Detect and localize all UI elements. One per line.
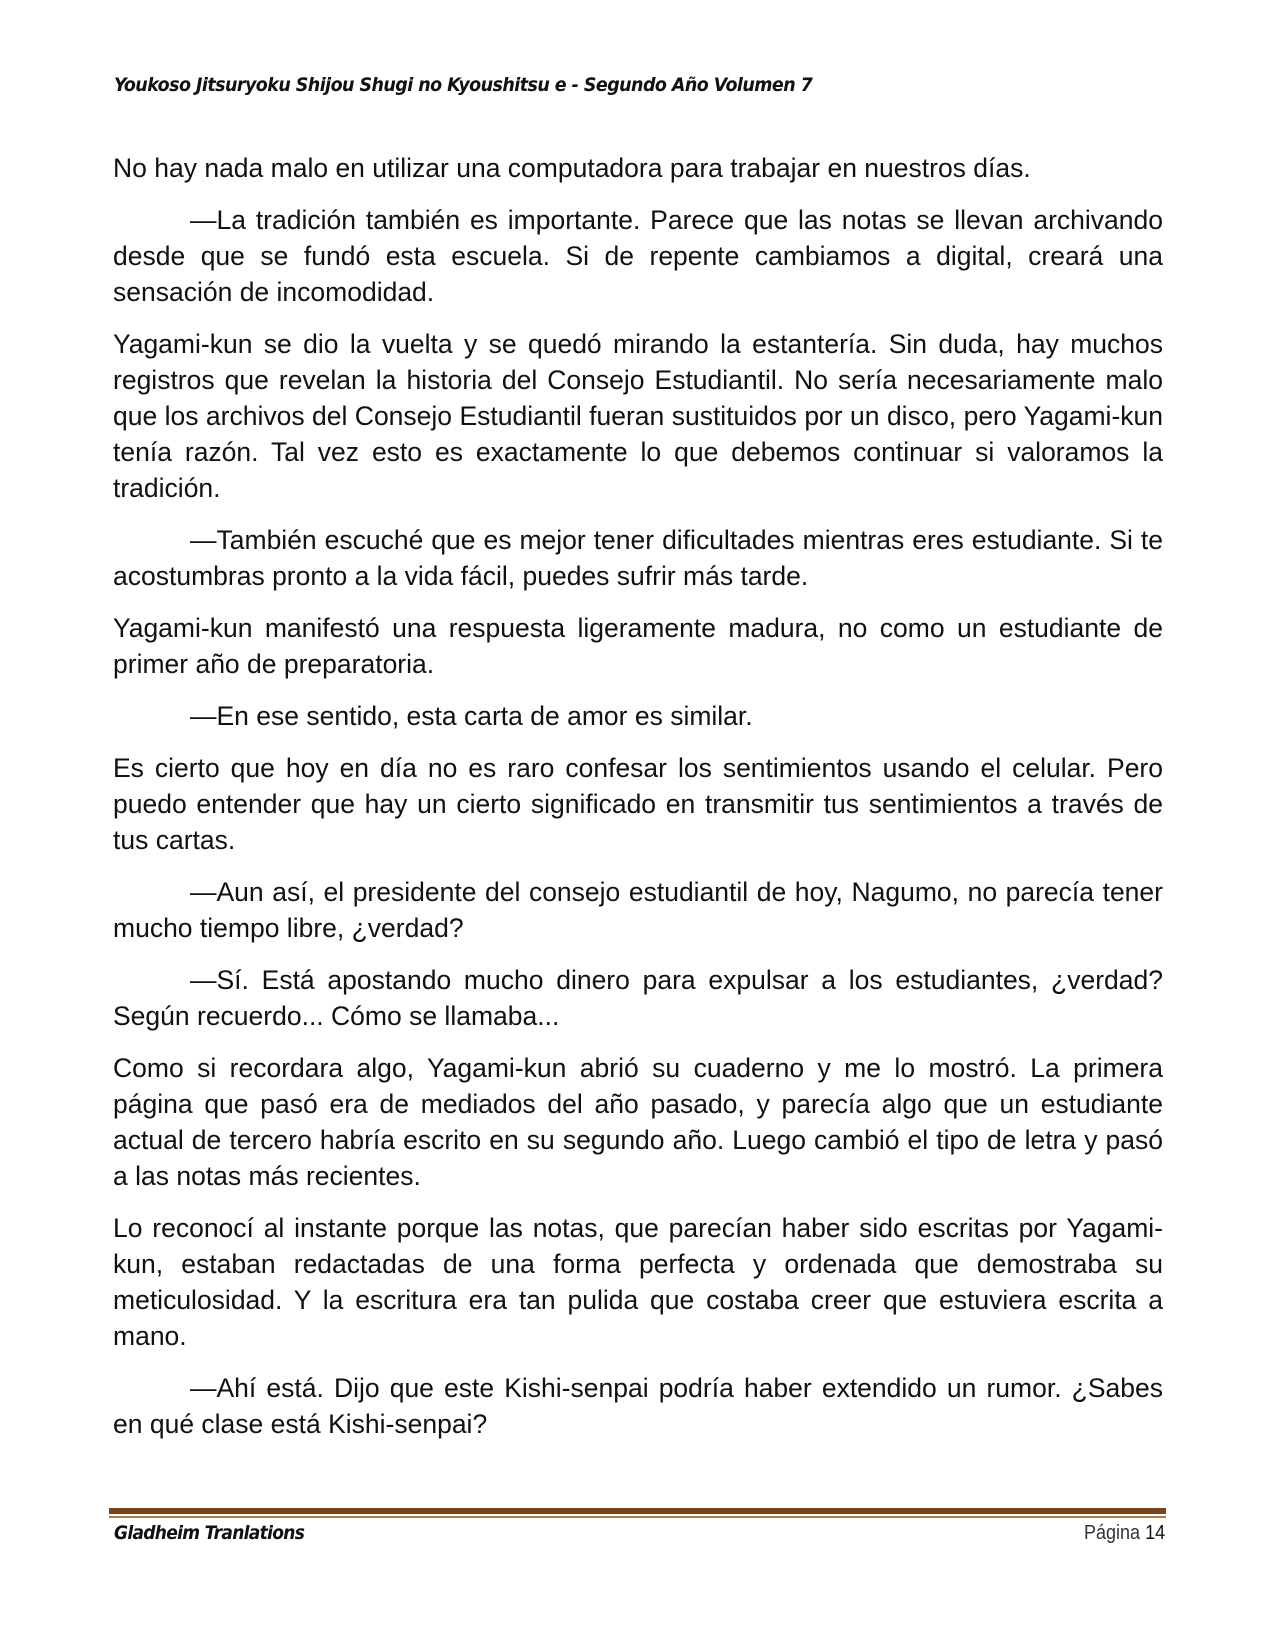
- paragraph: No hay nada malo en utilizar una computadora para trabajar en nuestros días.: [113, 153, 1031, 183]
- footer-divider-thin: [109, 1516, 1166, 1518]
- dialogue-paragraph: —La tradición también es importante. Parece que las notas se llevan archivando desde que se fundó esta escuela. Si de repente cambiamos a digital, creará una sensación de incomodidad.: [113, 205, 1163, 307]
- page-number-value: 14: [1144, 1522, 1165, 1544]
- paragraph: Yagami-kun se dio la vuelta y se quedó mirando la estantería. Sin duda, hay muchos registros que revelan la historia del Consejo Estudiantil. No sería necesariamente malo que los archivos del Consejo Estudiantil fueran sustituidos por un disco, pero Yagami-kun tenía razón. Tal vez esto es exactamente lo que debemos continuar si valoramos la tradición.: [113, 329, 1163, 503]
- paragraph: Es cierto que hoy en día no es raro confesar los sentimientos usando el celular. Pero puedo entender que hay un cierto significado en transmitir tus sentimientos a través de tus cartas.: [113, 753, 1163, 855]
- paragraph: Yagami-kun manifestó una respuesta ligeramente madura, no como un estudiante de primer año de preparatoria.: [113, 613, 1163, 679]
- page-number: [1084, 1522, 1165, 1545]
- dialogue-paragraph: —Sí. Está apostando mucho dinero para expulsar a los estudiantes, ¿verdad? Según recuerdo... Cómo se llamaba...: [113, 965, 1163, 1031]
- paragraph: Como si recordara algo, Yagami-kun abrió su cuaderno y me lo mostró. La primera página que pasó era de mediados del año pasado, y parecía algo que un estudiante actual de tercero habría escrito en su segundo año. Luego cambió el tipo de letra y pasó a las notas más recientes.: [113, 1053, 1163, 1191]
- running-header: Youkoso Jitsuryoku Shijou Shugi no Kyoushitsu e - Segundo Año Volumen 7: [114, 74, 813, 96]
- dialogue-paragraph: —Ahí está. Dijo que este Kishi-senpai podría haber extendido un rumor. ¿Sabes en qué clase está Kishi-senpai?: [113, 1373, 1163, 1439]
- dialogue-paragraph: —Aun así, el presidente del consejo estudiantil de hoy, Nagumo, no parecía tener mucho tiempo libre, ¿verdad?: [113, 877, 1163, 943]
- paragraph: Lo reconocí al instante porque las notas, que parecían haber sido escritas por Yagami-kun, estaban redactadas de una forma perfecta y ordenada que demostraba su meticulosidad. Y la escritura era tan pulida que costaba creer que estuviera escrita a mano.: [113, 1213, 1163, 1351]
- dialogue-paragraph: —En ese sentido, esta carta de amor es similar.: [190, 701, 753, 731]
- footer-credit: Gladheim Tranlations: [114, 1522, 305, 1544]
- page-label: Página: [1083, 1522, 1140, 1544]
- body-text: [113, 150, 1163, 1458]
- dialogue-paragraph: —También escuché que es mejor tener dificultades mientras eres estudiante. Si te acostumbras pronto a la vida fácil, puedes sufrir más tarde.: [113, 525, 1163, 591]
- footer-divider-thick: [109, 1508, 1166, 1514]
